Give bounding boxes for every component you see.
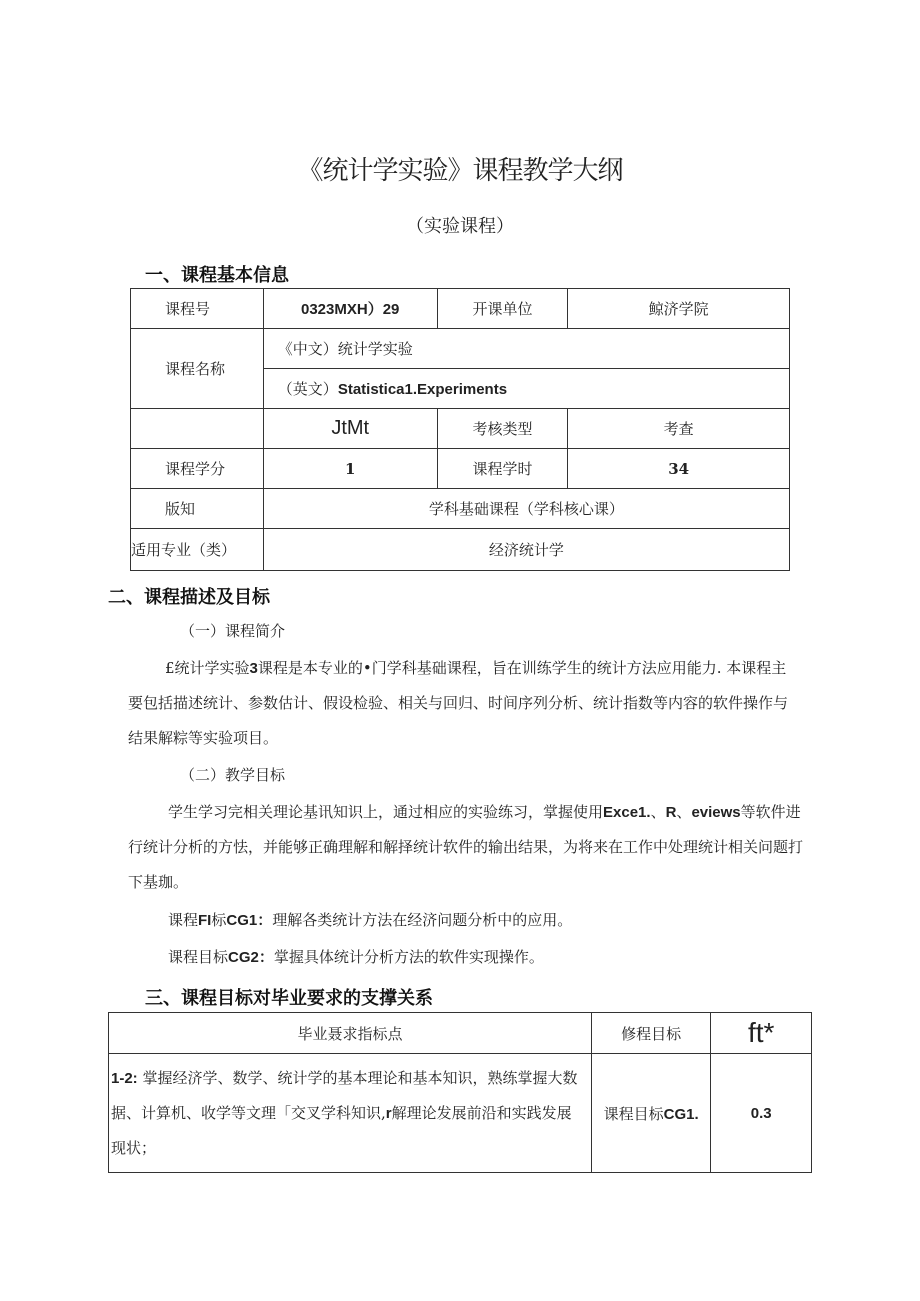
indicator-cell [109, 1054, 592, 1173]
section3-heading: 三、课程目标对毕业要求的支撑关系 [145, 988, 433, 1009]
course-name-cn: 《中文）统计学实验 [263, 329, 789, 369]
course-no: 0323MXH）29 [263, 289, 437, 329]
software-r: R [665, 804, 677, 821]
goal-pre: 学生学习完相关理论基讯知识上，通过相应的实验练习，掌握使用 [168, 803, 604, 821]
row3-value: JtMt [263, 409, 437, 449]
section2-heading: 二、课程描述及目标 [108, 587, 270, 608]
cg1-c: 标 [211, 911, 227, 929]
cg2-text: 掌握具体统计分析方法的软件实现操作。 [273, 948, 544, 966]
assess: 考查 [568, 409, 790, 449]
indicator-line2a: 据、计算机、收学等文理「交叉学科知识, [111, 1103, 386, 1122]
indicator-line1: 掌握经济学、数学、统计学的基本理论和基本知识，熟练掌握大数 [137, 1068, 578, 1087]
intro-prefix: £统计学实验 [165, 659, 250, 677]
header-weight: ft* [711, 1013, 812, 1054]
cg2-a: 课程目标 [168, 948, 229, 966]
section1-heading: 一、课程基本信息 [145, 265, 289, 286]
dept-label: 开课单位 [437, 289, 568, 329]
goal-post: 等软件进 [740, 803, 801, 821]
goal-b: CG1. [663, 1105, 699, 1123]
course-name-label: 课程名称 [131, 329, 264, 409]
assess-label: 考核类型 [437, 409, 568, 449]
subheading-intro: （一）课程简介 [180, 622, 286, 640]
intro-bold: 3 [249, 660, 258, 677]
support-table [108, 1012, 812, 1173]
intro-line3: 结果解粽等实验项目。 [128, 729, 279, 747]
hours: 34 [568, 449, 790, 489]
intro-paragraph [128, 651, 813, 756]
credit-label: 课程学分 [131, 449, 264, 489]
indicator-code: 1-2: [111, 1069, 138, 1087]
blank-label [131, 409, 264, 449]
document-title: 《统计学实验》课程教学大纲 [297, 156, 623, 186]
weight-cell: 0.3 [711, 1054, 812, 1173]
header-goal: 修程目标 [591, 1013, 711, 1054]
course-type: 学科基础课程（学科核心课） [263, 489, 789, 529]
course-name-en [263, 369, 789, 409]
goal-line2: 行统计分析的方怯，并能够正确理解和解择统计软件的输出结果，为将来在工作中处理统计相关问题打 [128, 838, 804, 856]
en-prefix: （英文） [277, 380, 338, 398]
sep: 、 [676, 803, 692, 821]
software-eviews: eviews [691, 804, 741, 821]
indicator-line2b: r [385, 1104, 392, 1122]
course-goal-cg1 [168, 903, 572, 938]
cg1-b: FI [198, 912, 212, 929]
course-goal-cg2 [168, 940, 544, 975]
goals-paragraph [128, 795, 813, 900]
cg2-code: CG2： [228, 949, 274, 966]
course-info-table [130, 288, 790, 571]
document-subtitle: （实验课程） [406, 216, 514, 237]
subheading-goals: （二）教学目标 [180, 766, 286, 784]
major: 经济统计学 [263, 529, 789, 571]
goal-line3: 下基珈。 [128, 873, 189, 891]
indicator-line3: 现状； [111, 1138, 157, 1157]
sep: 、 [650, 803, 666, 821]
goal-cell [591, 1054, 711, 1173]
cg1-a: 课程 [168, 911, 199, 929]
goal-a: 课程目标 [603, 1104, 664, 1123]
hours-label: 课程学时 [437, 449, 568, 489]
major-label: 适用专业（类） [131, 529, 264, 571]
intro-line2: 要包括描述统计、参数估计、假设检验、相关与回归、时间序列分析、统计指数等内容的软件操作与 [128, 694, 789, 712]
software-excel: Exce1. [603, 804, 651, 821]
type-label: 版知 [131, 489, 264, 529]
dept: 鲸济学院 [568, 289, 790, 329]
course-no-label: 课程号 [131, 289, 264, 329]
en-name: Statistica1.Experiments [337, 381, 508, 398]
cg1-text: 理解各类统计方法在经济问题分析中的应用。 [272, 911, 573, 929]
header-indicator: 毕业聂求指标点 [109, 1013, 592, 1054]
credit: 1 [263, 449, 437, 489]
intro-line1: 课程是本专业的•门学科基础课程，旨在训练学生的统计方法应用能力. 本课程主 [257, 659, 787, 677]
cg1-code: CG1： [226, 912, 273, 929]
indicator-line2c: 解理论发展前沿和实践发展 [391, 1103, 572, 1122]
